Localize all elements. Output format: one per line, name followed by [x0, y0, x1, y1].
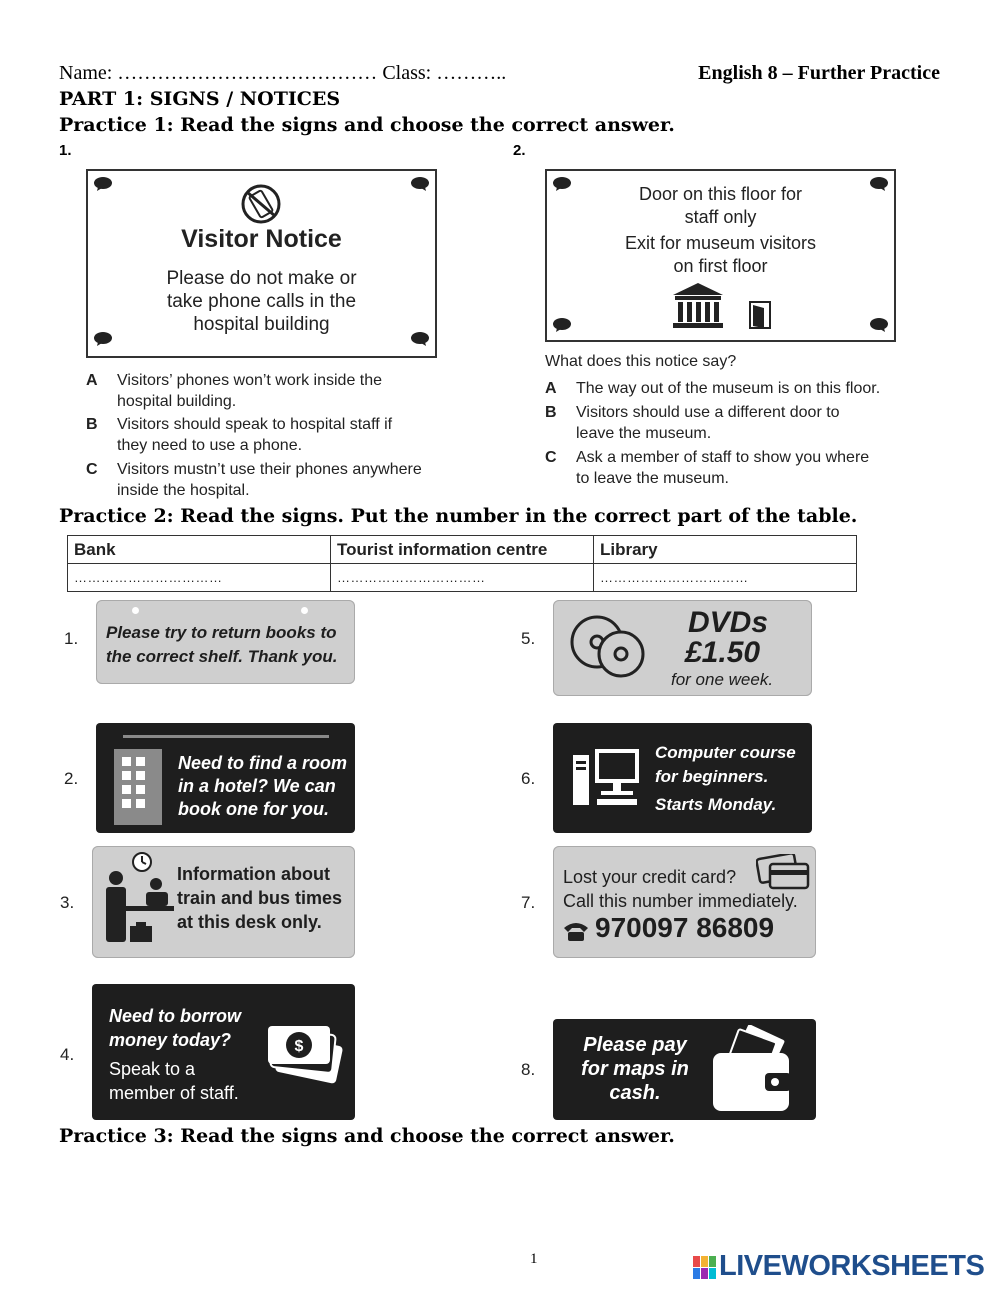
- option-text: Visitors’ phones won’t work inside the: [117, 372, 383, 389]
- sign4-number: 4.: [60, 1045, 75, 1064]
- liveworksheets-logo-icon: [693, 1256, 717, 1280]
- classification-table: [67, 535, 857, 592]
- option-letter: B: [545, 404, 557, 421]
- sign1-number: 1.: [64, 629, 79, 648]
- option-text: hospital building.: [117, 393, 237, 410]
- sign7-line: Call this number immediately.: [563, 891, 798, 911]
- phone-icon: [562, 920, 590, 942]
- hotel-building-icon: [114, 749, 162, 825]
- sign4-text: [109, 1057, 239, 1105]
- sign2-text: [178, 752, 347, 821]
- page-number: 1: [530, 1251, 538, 1267]
- option-text: to leave the museum.: [576, 470, 729, 487]
- sign3-line: train and bus times: [177, 888, 343, 908]
- door-icon: [749, 301, 771, 329]
- practice3-title: Practice 3: Read the signs and choose the correct answer.: [59, 1125, 675, 1147]
- q2-sign-line: staff only: [684, 207, 757, 227]
- sign8-text: [575, 1033, 695, 1105]
- sign5-number: 5.: [521, 629, 536, 648]
- sign1-text: [106, 621, 337, 669]
- option-text: Visitors should use a different door to: [576, 404, 840, 421]
- q2-question: What does this notice say?: [545, 353, 737, 370]
- screw-hole: [132, 607, 139, 614]
- sign2-line: book one for you.: [178, 799, 329, 819]
- sign2: [96, 723, 355, 833]
- sign7-text: [563, 865, 798, 913]
- option-letter: C: [86, 461, 98, 478]
- speech-bubble-icon: [411, 177, 429, 191]
- sign4-line: money today?: [109, 1030, 232, 1050]
- sign6-line: Starts Monday.: [655, 795, 777, 814]
- q1-sign-line: Please do not make or: [166, 268, 357, 289]
- sign6-text: [655, 741, 796, 817]
- option-text: Visitors mustn’t use their phones anywhere: [117, 461, 422, 478]
- sign7-line: Lost your credit card?: [563, 867, 737, 887]
- sign5-duration: for one week.: [671, 670, 774, 689]
- sign3-line: Information about: [177, 864, 330, 884]
- q2-sign-line: on first floor: [673, 256, 768, 276]
- option-text: The way out of the museum is on this floor.: [576, 380, 881, 397]
- q1-sign-line: take phone calls in the: [166, 291, 357, 312]
- q1-number: 1.: [59, 142, 72, 159]
- worksheet-title: English 8 – Further Practice: [698, 62, 940, 84]
- practice1-title: Practice 1: Read the signs and choose the correct answer.: [59, 114, 675, 136]
- sign7-number: 7.: [521, 893, 536, 912]
- sign7: [553, 846, 816, 958]
- q2-sign-line: Exit for museum visitors: [624, 233, 817, 253]
- option-text: leave the museum.: [576, 425, 712, 442]
- sign1: [96, 600, 355, 684]
- svg-text:$: $: [294, 1038, 304, 1055]
- q2-number: 2.: [513, 142, 526, 159]
- speech-bubble-icon: [553, 318, 571, 332]
- option-letter: A: [86, 372, 98, 389]
- answer-blank-tourist[interactable]: ……………………………: [331, 564, 594, 592]
- q1-sign-line: hospital building: [193, 314, 330, 335]
- table-header-row: [68, 536, 857, 564]
- banknote-icon: [264, 1022, 346, 1086]
- computer-icon: [571, 747, 641, 809]
- sign3-text: [177, 862, 342, 934]
- divider-line: [123, 735, 329, 738]
- table-header-tourist: Tourist information centre: [331, 536, 594, 564]
- sign3-line: at this desk only.: [177, 912, 322, 932]
- option-letter: C: [545, 449, 557, 466]
- sign3-number: 3.: [60, 893, 75, 912]
- q2-sign: [545, 169, 896, 342]
- sign8-line: for maps in: [581, 1058, 689, 1080]
- dvd-discs-icon: [569, 614, 649, 680]
- q2-sign-text: [547, 183, 894, 278]
- sign4-line: member of staff.: [109, 1083, 239, 1103]
- sign2-line: in a hotel? We can: [178, 776, 336, 796]
- q1-sign-title: Visitor Notice: [181, 225, 342, 253]
- option-text: they need to use a phone.: [117, 437, 303, 454]
- table-header-bank: Bank: [68, 536, 331, 564]
- option-text: Visitors should speak to hospital staff if: [117, 416, 393, 433]
- option-letter: A: [545, 380, 557, 397]
- q1-sign-text: [88, 267, 435, 336]
- part1-title: PART 1: SIGNS / NOTICES: [59, 88, 341, 110]
- sign6: [553, 723, 812, 833]
- q2-sign-line: Door on this floor for: [638, 184, 803, 204]
- no-phone-icon: [235, 184, 287, 224]
- sign8-line: Please pay: [583, 1034, 687, 1056]
- sign7-phone-number: 970097 86809: [595, 912, 775, 943]
- screw-hole: [301, 607, 308, 614]
- speech-bubble-icon: [94, 177, 112, 191]
- class-label: Class: ………..: [382, 62, 507, 84]
- sign4: [92, 984, 355, 1120]
- table-header-library: Library: [594, 536, 857, 564]
- name-class-line: [59, 62, 506, 85]
- sign6-number: 6.: [521, 769, 536, 788]
- option-letter: B: [86, 416, 98, 433]
- answer-blank-bank[interactable]: ……………………………: [68, 564, 331, 592]
- sign4-line: Need to borrow: [109, 1006, 242, 1026]
- museum-icon: [671, 281, 725, 329]
- sign2-number: 2.: [64, 769, 79, 788]
- sign8-number: 8.: [521, 1060, 536, 1079]
- sign6-line: Computer course: [655, 743, 796, 762]
- sign5-dvds: DVDs: [688, 606, 769, 639]
- answer-blank-library[interactable]: ……………………………: [594, 564, 857, 592]
- option-text: Ask a member of staff to show you where: [576, 449, 870, 466]
- table-answer-row: [68, 564, 857, 592]
- wallet-icon: [711, 1025, 801, 1113]
- practice2-title: Practice 2: Read the signs. Put the number in the correct part of the table.: [59, 505, 858, 527]
- speech-bubble-icon: [870, 318, 888, 332]
- sign4-line: Speak to a: [109, 1059, 196, 1079]
- sign6-line: for beginners.: [655, 767, 769, 786]
- liveworksheets-brand[interactable]: LIVEWORKSHEETS: [719, 1250, 985, 1282]
- sign1-line: Please try to return books to: [106, 623, 337, 642]
- sign8: [553, 1019, 816, 1120]
- sign5: [553, 600, 812, 696]
- sign4-text-bold: [109, 1004, 241, 1052]
- info-desk-icon: [100, 852, 176, 946]
- sign8-line: cash.: [609, 1082, 661, 1104]
- option-text: inside the hospital.: [117, 482, 250, 499]
- sign5-price: £1.50: [685, 636, 761, 669]
- sign3: [92, 846, 355, 958]
- name-label: Name: …………………………………: [59, 62, 378, 84]
- q1-sign: [86, 169, 437, 358]
- sign1-line: the correct shelf. Thank you.: [106, 647, 338, 666]
- sign2-line: Need to find a room: [178, 753, 348, 773]
